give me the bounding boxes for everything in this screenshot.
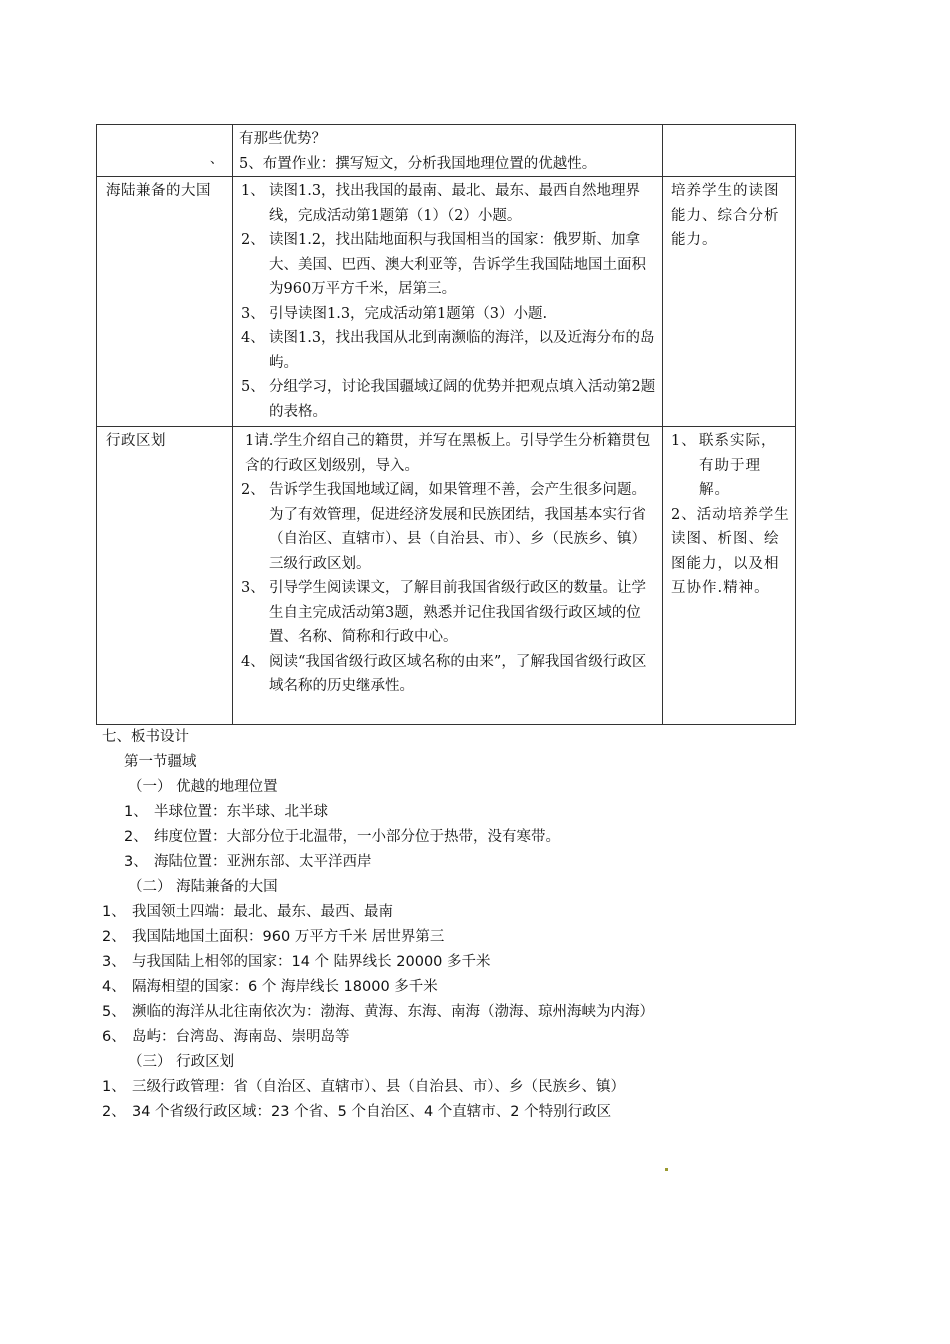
goal-number: 2、 [671, 506, 697, 523]
board-item [102, 1100, 862, 1125]
line-text: 读图1.2，找出陆地面积与我国相当的国家：俄罗斯、加拿大、美国、巴西、澳大利亚等，告诉学生我国陆地国土面积为960万平方千米，居第三。 [269, 232, 646, 297]
activity-cell [233, 427, 663, 725]
activity-line [239, 375, 656, 424]
activity-line [239, 179, 656, 228]
line-number: 5、 [239, 155, 263, 172]
board-item [102, 1000, 862, 1025]
line-text: 分组学习，讨论我国疆域辽阔的优势并把观点填入活动第2题的表格。 [269, 379, 656, 420]
activity-cell [233, 125, 663, 177]
line-text: 读图1.3，找出我国的最南、最北、最东、最西自然地理界线，完成活动第1题第（1）（2）小题。 [269, 183, 641, 224]
activity-line [239, 478, 656, 576]
activity-line [239, 302, 656, 327]
goal-cell [663, 177, 796, 427]
goal-item [671, 429, 791, 503]
line-number: 1、 [241, 183, 265, 199]
line-text: 布置作业：撰写短文，分析我国地理位置的优越性。 [262, 155, 597, 172]
activity-intro: 1请.学生介绍自己的籍贯，并写在黑板上。引导学生分析籍贯包含的行政区划级别，导入。 [245, 433, 651, 474]
board-item [102, 900, 862, 925]
stray-dot-mark [665, 1168, 668, 1171]
activity-line: 有那些优势？ [239, 131, 326, 147]
board-subsection-label: （三） 行政区划 [128, 1054, 235, 1070]
item-text: 海陆位置：亚洲东部、太平洋西岸 [154, 854, 372, 870]
row-title [97, 125, 232, 127]
board-item [102, 1075, 862, 1100]
board-item [102, 1025, 862, 1050]
row-title-cell [97, 427, 233, 725]
section-heading: 七、板书设计 [102, 729, 189, 745]
row-title: 行政区划 [106, 433, 166, 449]
lesson-table [96, 124, 796, 725]
goal-text: 活动培养学生读图、析图、绘图能力，以及相互协作.精神。 [671, 506, 790, 596]
item-number: 1、 [102, 904, 126, 920]
item-number: 1、 [124, 804, 148, 820]
line-number: 5、 [241, 379, 265, 395]
goal-cell [663, 427, 796, 725]
item-text: 三级行政管理：省（自治区、直辖市）、县（自治县、市）、乡（民族乡、镇） [132, 1079, 625, 1095]
line-text: 引导读图1.3，完成活动第1题第（3）小题. [269, 305, 548, 322]
activity-line [239, 326, 656, 375]
item-text: 半球位置：东半球、北半球 [154, 804, 328, 820]
board-subsection-label: （二） 海陆兼备的大国 [128, 879, 278, 895]
board-subsection-label: （一） 优越的地理位置 [128, 779, 278, 795]
item-number: 2、 [102, 929, 126, 945]
goal-number: 1、 [671, 433, 697, 449]
goal-cell [663, 125, 796, 177]
item-number: 6、 [102, 1029, 126, 1045]
activity-cell [233, 177, 663, 427]
item-text: 纬度位置：大部分位于北温带，一小部分位于热带，没有寒带。 [154, 829, 560, 845]
item-text: 我国陆地国土面积：960 万平方千米 居世界第三 [132, 929, 445, 945]
activity-line [239, 576, 656, 650]
item-number: 3、 [124, 854, 148, 870]
item-number: 2、 [102, 1104, 126, 1120]
line-text: 阅读“我国省级行政区域名称的由来”，了解我国省级行政区域名称的历史继承性。 [269, 653, 647, 694]
table-row [97, 125, 796, 177]
board-title: 第一节疆域 [124, 754, 197, 770]
item-text: 岛屿：台湾岛、海南岛、崇明岛等 [132, 1029, 350, 1045]
table-row [97, 427, 796, 725]
item-text: 隔海相望的国家：6 个 海岸线长 18000 多千米 [132, 979, 438, 995]
line-text: 读图1.3，找出我国从北到南濒临的海洋，以及近海分布的岛屿。 [269, 330, 655, 371]
activity-line [239, 228, 656, 302]
board-item [102, 975, 862, 1000]
goal-item [671, 503, 791, 601]
item-text: 34 个省级行政区域：23 个省、5 个自治区、4 个直辖市、2 个特别行政区 [132, 1104, 612, 1120]
line-number: 3、 [241, 580, 265, 596]
line-text: 引导学生阅读课文，了解目前我国省级行政区的数量。让学生自主完成活动第3题，熟悉并记住我国省级行政区域的位置、名称、简称和行政中心。 [269, 580, 646, 645]
line-number: 3、 [241, 305, 265, 322]
board-item [102, 925, 862, 950]
item-text: 我国领土四端：最北、最东、最西、最南 [132, 904, 393, 920]
item-number: 3、 [102, 954, 126, 970]
line-number: 2、 [241, 482, 265, 498]
board-item [102, 800, 862, 825]
item-number: 4、 [102, 979, 126, 995]
line-text: 告诉学生我国地域辽阔，如果管理不善，会产生很多问题。为了有效管理，促进经济发展和民族团结，我国基本实行省（自治区、直辖市）、县（自治县、市）、乡（民族乡、镇）三级行政区划。 [269, 482, 646, 572]
row-title: 海陆兼备的大国 [106, 183, 211, 199]
row-title-cell [97, 177, 233, 427]
line-number: 4、 [241, 653, 265, 670]
table-row [97, 177, 796, 427]
item-text: 濒临的海洋从北往南依次为：渤海、黄海、东海、南海（渤海、琼州海峡为内海） [132, 1004, 654, 1020]
board-item [102, 850, 862, 875]
activity-line [239, 650, 656, 699]
line-number: 2、 [241, 232, 265, 248]
item-number: 5、 [102, 1004, 126, 1020]
board-design [102, 725, 862, 1125]
item-number: 1、 [102, 1079, 126, 1095]
item-number: 2、 [124, 829, 148, 845]
stray-comma-mark: 、 [210, 152, 224, 167]
activity-line [239, 152, 656, 177]
board-item [102, 950, 862, 975]
line-number: 4、 [241, 330, 265, 346]
board-item [102, 825, 862, 850]
goal-text: 联系实际，有助于理解。 [699, 433, 777, 498]
item-text: 与我国陆上相邻的国家：14 个 陆界线长 20000 多千米 [132, 954, 491, 970]
goal-text: 培养学生的读图能力、综合分析能力。 [671, 183, 780, 248]
